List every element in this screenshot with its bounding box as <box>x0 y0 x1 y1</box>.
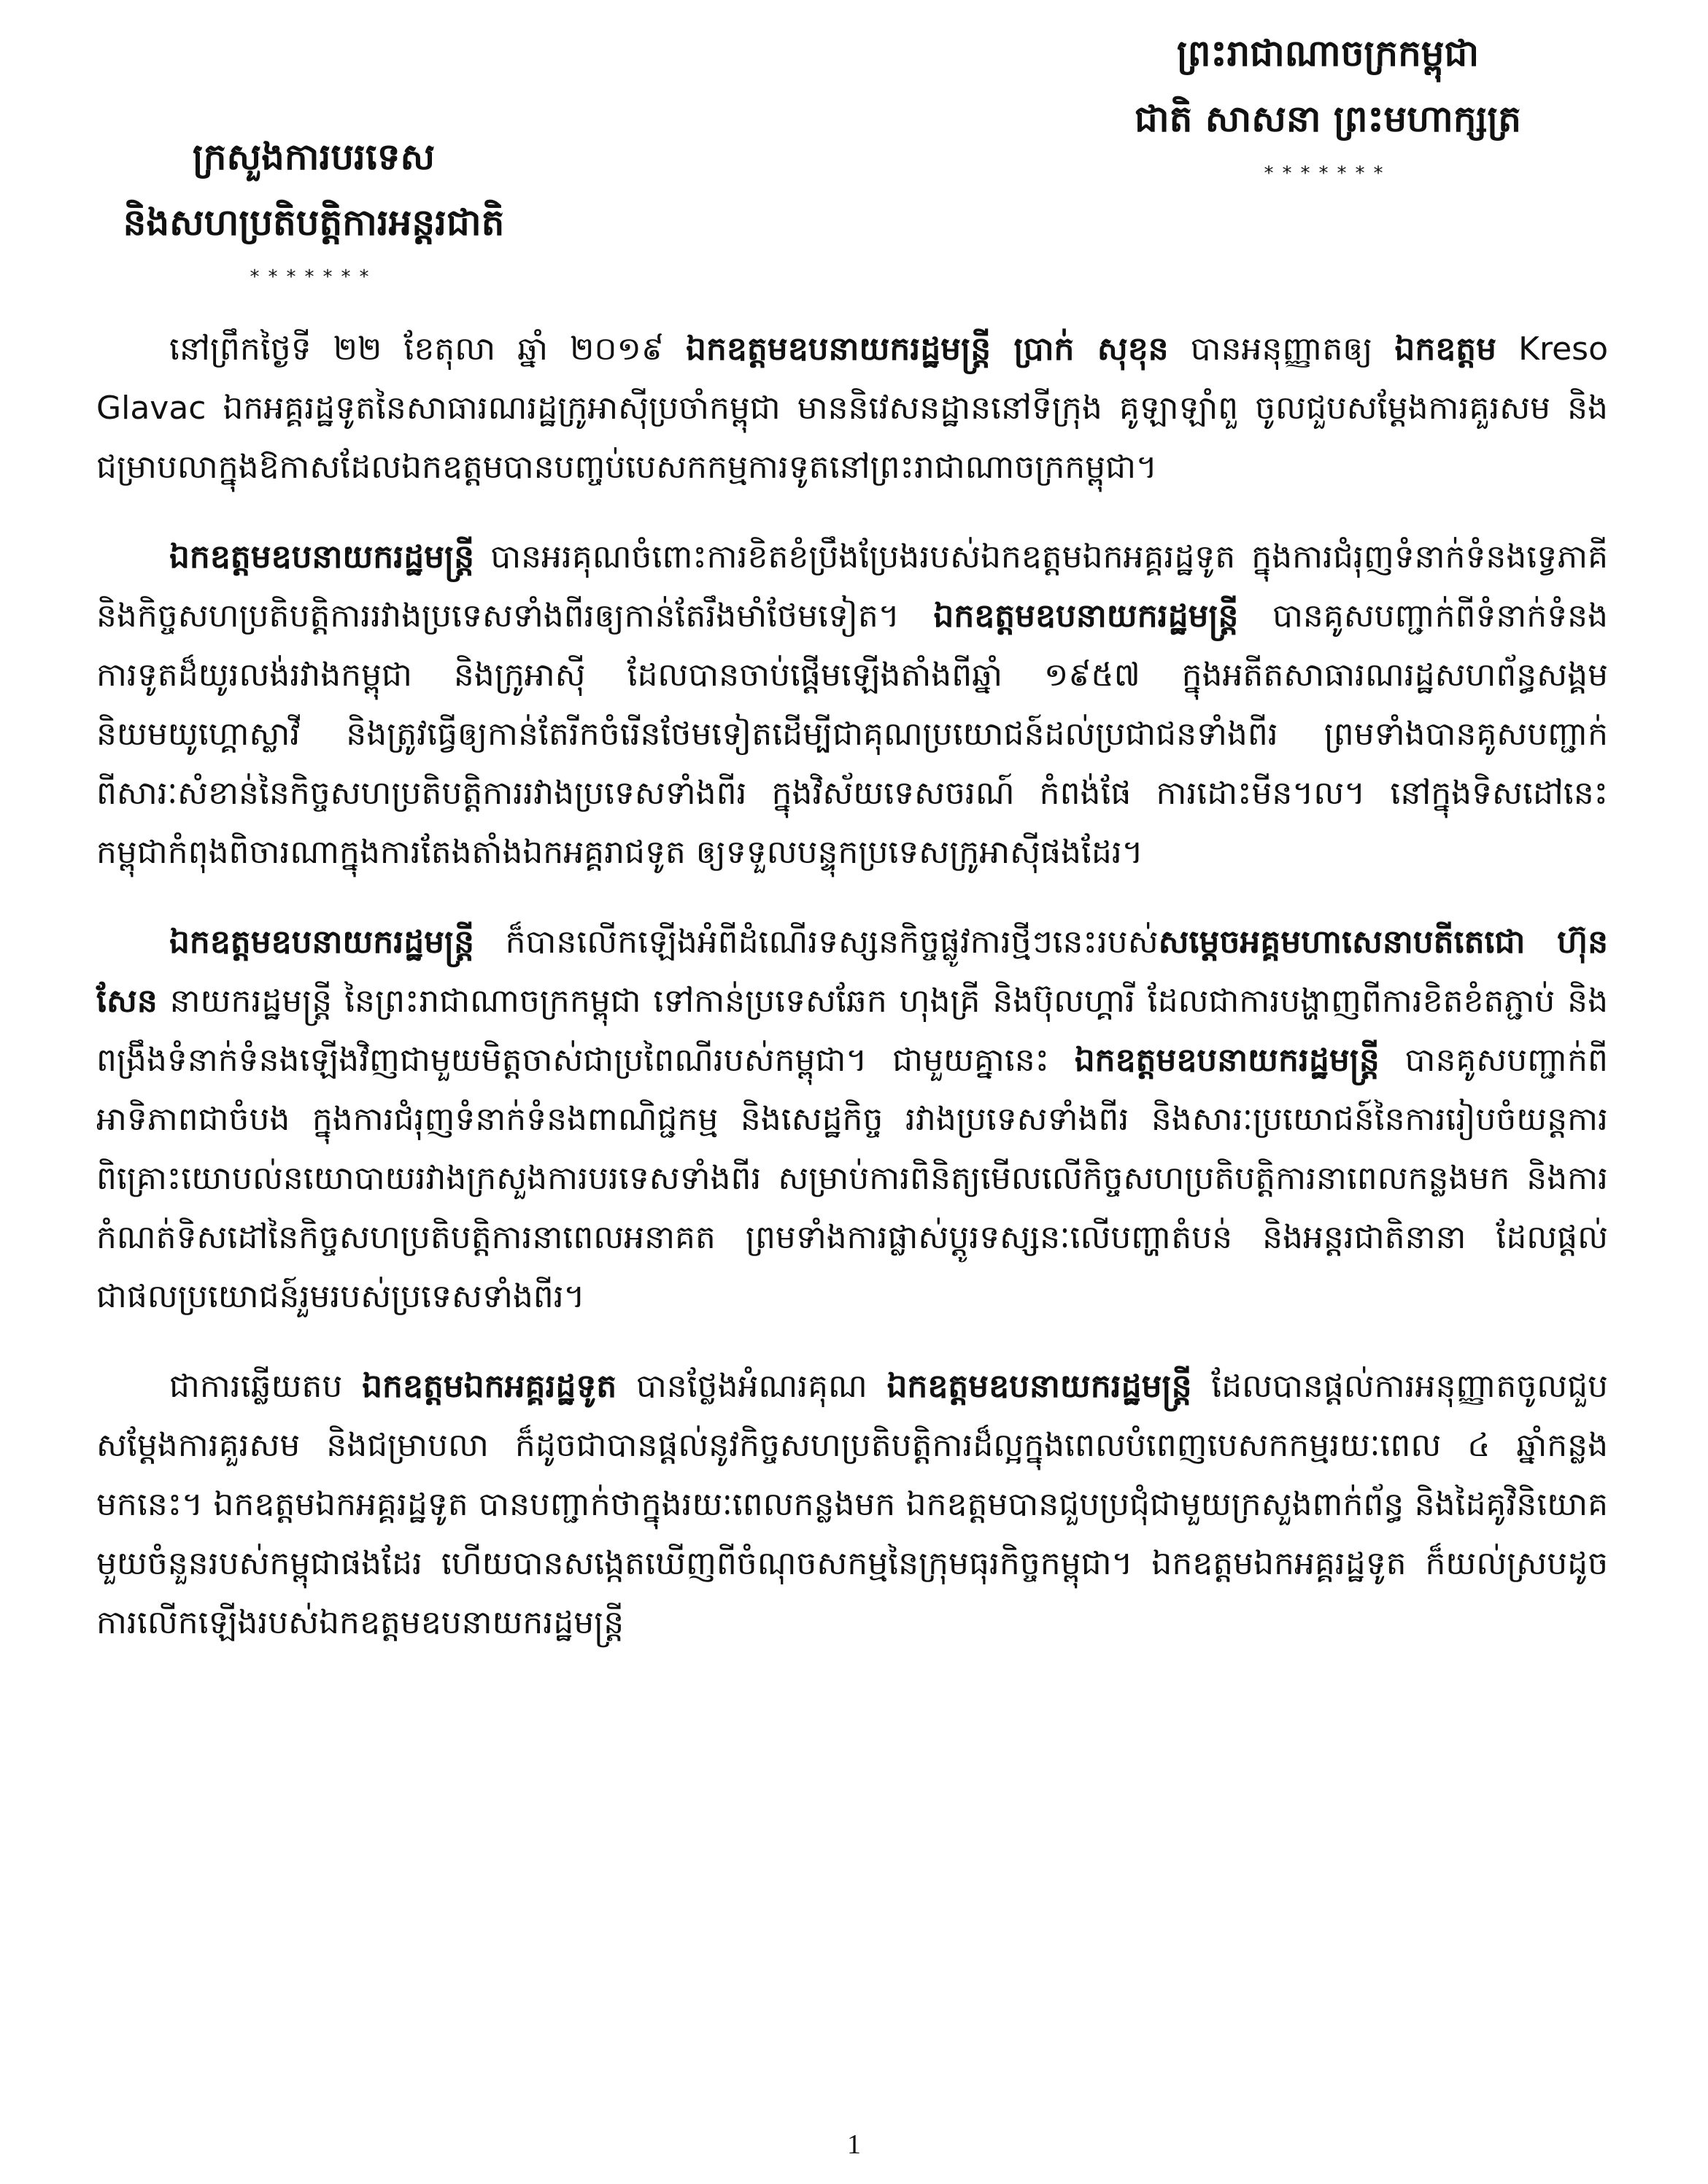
text-run: នាយករដ្ឋមន្ត្រី នៃព្រះរាជាណាចក្រកម្ពុជា ទៅកាន់ប្រទេសឆែក ហុងគ្រី និងប៊ុលហ្គារី ដែលជាការបង្ហាញពីការខិតខំតភ្ជាប់ និងពង្រឹងទំនាក់ទំនងឡើងវិញជាមួយមិត្តចាស់ជាប្រពៃណីរបស់កម្ពុជា។ ជាមួយគ្នានេះ <box>96 983 1608 1079</box>
text-run: បានថ្លែងអំណរគុណ <box>617 1368 887 1405</box>
bold-text-run: ឯកឧត្តមឧបនាយករដ្ឋមន្ត្រី <box>169 923 475 961</box>
bold-text-run: ឯកឧត្តមឧបនាយករដ្ឋមន្ត្រី ប្រាក់ សុខុន <box>686 330 1169 368</box>
bold-text-run: ឯកឧត្តមឧបនាយករដ្ឋមន្ត្រី <box>169 538 475 576</box>
bold-text-run: សម្តេចអគ្គមហាសេនាបតីតេជោ ហ៊ុន សែន <box>96 923 1608 1020</box>
bold-text-run: ឯកឧត្តមឯកអគ្គរដ្ឋទូត <box>362 1368 617 1405</box>
paragraph <box>96 527 1608 882</box>
ministry-header-block <box>44 124 584 292</box>
text-run: បានគូសបញ្ជាក់ពីទំនាក់ទំនងការទូតដ៏យូរលង់រវាងកម្ពុជា និងក្រូអាស៊ី ដែលបានចាប់ផ្តើមឡើងតាំងពីឆ្នាំ ១៩៥៧ ក្នុងអតីតសាធារណរដ្ឋសហព័ន្ធសង្គមនិយមយូហ្គោស្លាវី និងត្រូវធ្វើឲ្យកាន់តែរីកចំរើនថែមទៀតដើម្បីជាគុណប្រយោជន៍ដល់ប្រជាជនទាំងពីរ ព្រមទាំងបានគូសបញ្ជាក់ពីសារៈសំខាន់នៃកិច្ចសហប្រតិបត្តិការរវាងប្រទេសទាំងពីរ ក្នុងវិស័យទេសចរណ៍ កំពង់ផែ ការដោះមីន។ល។ នៅក្នុងទិសដៅនេះ កម្ពុជាកំពុងពិចារណាក្នុងការតែងតាំងឯកអគ្គរាជទូត ឲ្យទទួលបន្ទុកប្រទេសក្រូអាស៊ីផងដែរ។ <box>96 597 1608 871</box>
text-run: បានអនុញ្ញាតឲ្យ <box>1168 330 1395 368</box>
text-run: បានគូសបញ្ជាក់ពីអាទិភាពជាចំបង ក្នុងការជំរុញទំនាក់ទំនងពាណិជ្ជកម្ម និងសេដ្ឋកិច្ច រវាងប្រទេសទាំងពីរ និងសារៈប្រយោជន៍នៃការរៀបចំយន្តការពិគ្រោះយោបល់នយោបាយរវាងក្រសួងការបរទេសទាំងពីរ សម្រាប់ការពិនិត្យមើលលើកិច្ចសហប្រតិបត្តិការនាពេលកន្លងមក និងការកំណត់ទិសដៅនៃកិច្ចសហប្រតិបត្តិការនាពេលអនាគត ព្រមទាំងការផ្លាស់ប្តូរទស្សនៈលើបញ្ហាតំបន់ និងអន្តរជាតិនានា ដែលផ្តល់ជាផលប្រយោជន៍រួមរបស់ប្រទេសទាំងពីរ។ <box>96 1042 1608 1315</box>
ministry-subtitle: និងសហប្រតិបត្តិការអន្តរជាតិ <box>123 201 505 244</box>
text-run: Kreso Glavac ឯកអគ្គរដ្ឋទូតនៃសាធារណរដ្ឋក្រូអាស៊ីប្រចាំកម្ពុជា មាននិវេសនដ្ឋាននៅទីក្រុង គូឡាឡាំពួ ចូលជួបសម្តែងការគួរសម និងជម្រាបលាក្នុងឱកាសដែលឯកឧត្តមបានបញ្ចប់បេសកកម្មការទូតនៅព្រះរាជាណាចក្រកម្ពុជា។ <box>96 330 1608 486</box>
paragraph <box>96 913 1608 1326</box>
bold-text-run: ឯកឧត្តមឧបនាយករដ្ឋមន្ត្រី <box>886 1368 1192 1405</box>
bold-text-run: ឯកឧត្តមឧបនាយករដ្ឋមន្ត្រី <box>933 597 1239 635</box>
bold-text-run: ឯកឧត្តមឧបនាយករដ្ឋមន្ត្រី <box>1074 1042 1380 1079</box>
page-number: 1 <box>847 2129 861 2160</box>
paragraph <box>96 320 1608 497</box>
ministry-title: ក្រសួងការបរទេស <box>192 135 436 178</box>
paragraph <box>96 1357 1608 1652</box>
text-run: ក៏បានលើកឡើងអំពីដំណើរទស្សនកិច្ចផ្លូវការថ្មីៗនេះរបស់ <box>474 923 1159 961</box>
press-release-body <box>96 320 1608 1683</box>
kingdom-title: ព្រះរាជាណាចក្រកម្ពុជា <box>1176 31 1480 74</box>
national-motto: ជាតិ សាសនា ព្រះមហាក្សត្រ <box>1135 97 1521 140</box>
kingdom-motto-block <box>1007 20 1649 188</box>
text-run: បានអរគុណចំពោះការខិតខំប្រឹងប្រែងរបស់ឯកឧត្តមឯកអគ្គរដ្ឋទូត ក្នុងការជំរុញទំនាក់ទំនងទ្វេភាគី និងកិច្ចសហប្រតិបត្តិការរវាងប្រទេសទាំងពីរឲ្យកាន់តែរឹងមាំថែមទៀត។ <box>96 538 1608 635</box>
text-run: ជាការឆ្លើយតប <box>169 1368 363 1405</box>
text-run: នៅព្រឹកថ្ងៃទី ២២ ខែតុលា ឆ្នាំ ២០១៩ <box>169 330 687 368</box>
ministry-stars-divider: ******* <box>250 266 378 288</box>
text-run: ដែលបានផ្តល់ការអនុញ្ញាតចូលជួបសម្តែងការគួរសម និងជម្រាបលា ក៏ដូចជាបានផ្តល់នូវកិច្ចសហប្រតិបត្តិការដ៏ល្អក្នុងពេលបំពេញបេសកកម្មរយៈពេល ៤ ឆ្នាំកន្លងមកនេះ។ ឯកឧត្តមឯកអគ្គរដ្ឋទូត បានបញ្ជាក់ថាក្នុងរយៈពេលកន្លងមក ឯកឧត្តមបានជួបប្រជុំជាមួយក្រសួងពាក់ព័ន្ធ និងដៃគូវិនិយោគមួយចំនួនរបស់កម្ពុជាផងដែរ ហើយបានសង្កេតឃើញពីចំណុចសកម្មនៃក្រុមធុរកិច្ចកម្ពុជា។ ឯកឧត្តមឯកអគ្គរដ្ឋទូត ក៏យល់ស្របដូចការលើកឡើងរបស់ឯកឧត្តមឧបនាយករដ្ឋមន្ត្រី <box>96 1368 1608 1641</box>
bold-text-run: ឯកឧត្តម <box>1394 330 1497 368</box>
kingdom-stars-divider: ******* <box>1264 163 1392 185</box>
